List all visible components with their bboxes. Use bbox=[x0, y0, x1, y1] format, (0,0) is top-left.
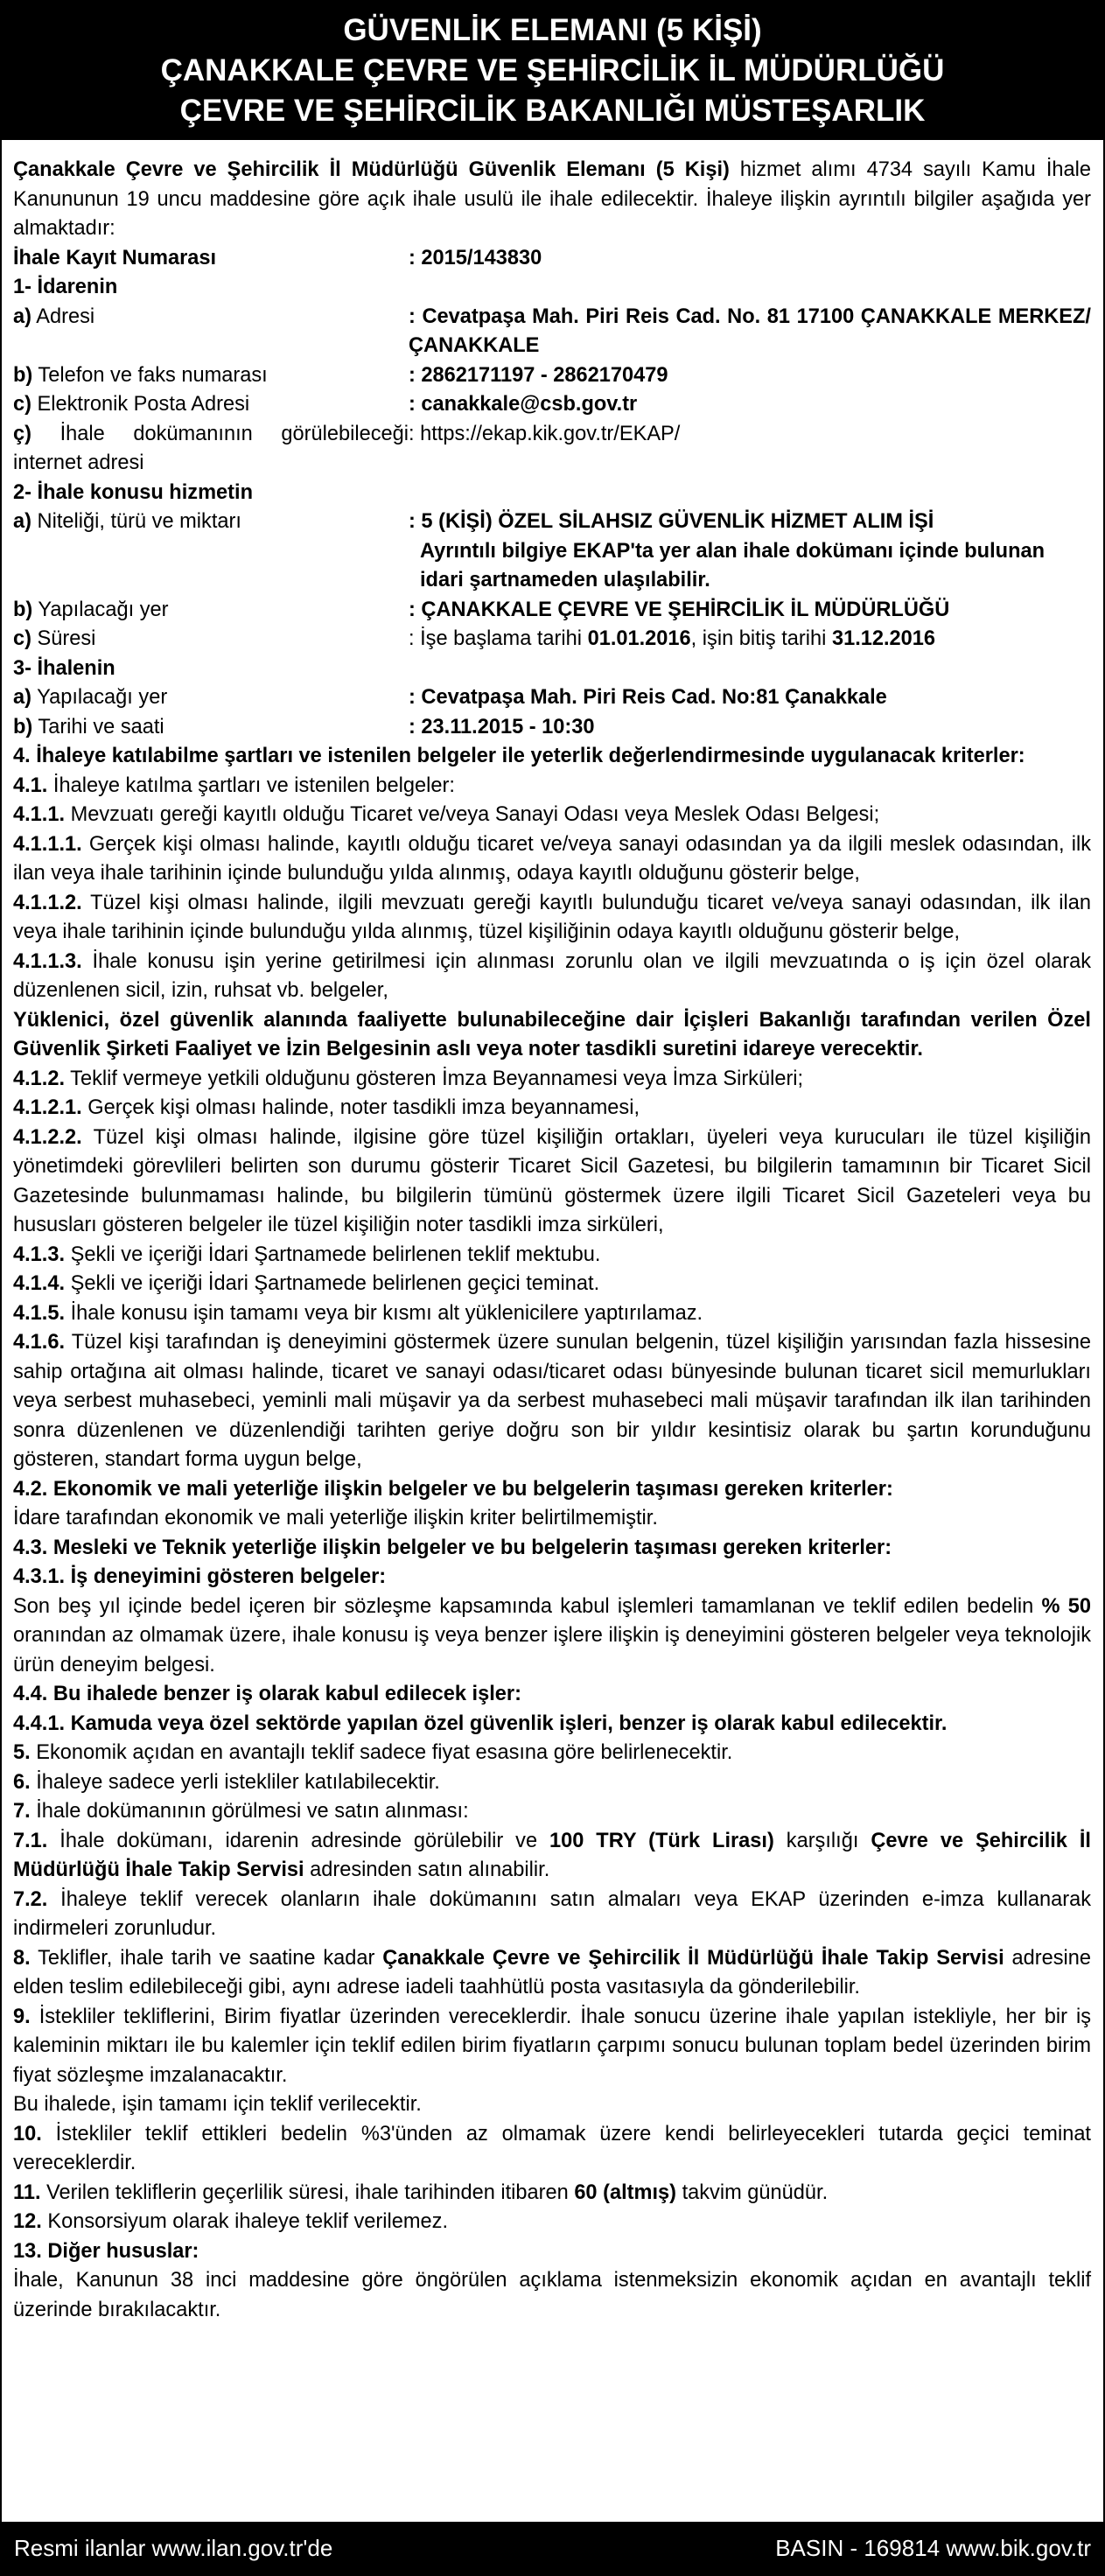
clause-4-1-4: 4.1.4. Şekli ve içeriği İdari Şartnamede belirlenen geçici teminat. bbox=[13, 1272, 600, 1295]
clause-4-1-1-1: 4.1.1.1. Gerçek kişi olması halinde, kayıtlı olduğu ticaret ve/veya sanayi odasından ya da ilgili meslek odasından, ilk ilan veya ihale tarihinin içinde bulunduğu yılda alınmış, odaya kayıtlı olduğunu gösterir belge, bbox=[13, 832, 1091, 885]
clause-4-3-1-body: Son beş yıl içinde bedel içeren bir sözleşme kapsamında kabul işlemleri tamamlanan ve teklif edilen bedelin % 50 oranından az olmamak üzere, ihale konusu iş veya benzer işlere ilişkin iş deneyimini gösteren belgeler veya teknolojik ürün deneyim belgesi. bbox=[13, 1594, 1091, 1676]
section-2-title: 2- İhale konusu hizmetin bbox=[13, 480, 253, 504]
clause-13-title: 13. Diğer hususlar: bbox=[13, 2239, 199, 2263]
ad-body bbox=[13, 156, 1091, 2325]
clause-4-1-1-3: 4.1.1.3. İhale konusu işin yerine getirilmesi için alınması zorunlu olan ve ilgili mevzuatında o iş için özel olarak düzenlenen sicil, izin, ruhsat vb. belgeler, bbox=[13, 949, 1091, 1002]
clause-9-note: Bu ihalede, işin tamamı için teklif verilecektir. bbox=[13, 2093, 422, 2116]
ihale-yer-row: a) Yapılacağı yer : Cevatpaşa Mah. Piri Reis Cad. No:81 Çanakkale bbox=[13, 686, 887, 709]
header-agency: ÇANAKKALE ÇEVRE VE ŞEHİRCİLİK İL MÜDÜRLÜĞÜ bbox=[160, 53, 945, 88]
idare-adres-row: a) Adresi : Cevatpaşa Mah. Piri Reis Cad. No. 81 17100 ÇANAKKALE MERKEZ/ÇANAKKALE bbox=[13, 304, 1091, 357]
clause-4-1-1-2: 4.1.1.2. Tüzel kişi olması halinde, ilgili mevzuatı gereği kayıtlı bulunduğu ticaret ve/veya sanayi odasından, ilk ilan veya ihale tarihinin içinde bulunduğu yılda alınmış, tüzel kişiliğinin odaya kayıtlı olduğunu gösterir belge, bbox=[13, 891, 1091, 943]
section-1-title: 1- İdarenin bbox=[13, 276, 118, 298]
clause-13-body: İhale, Kanunun 38 inci maddesine göre öngörülen açıklama istenmeksizin ekonomik açıdan en avantajlı teklif üzerinde bırakılacaktır. bbox=[13, 2269, 1091, 2321]
clause-8: 8. Teklifler, ihale tarih ve saatine kadar Çanakkale Çevre ve Şehircilik İl Müdürlüğü İhale Takip Servisi adresine elden teslim edilebileceği gibi, aynı adrese iadeli taahhütlü posta vasıtasıyla da gönderilebilir. bbox=[13, 1946, 1091, 1998]
intro-paragraph: Çanakkale Çevre ve Şehircilik İl Müdürlüğü Güvenlik Elemanı (5 Kişi) hizmet alımı 4734 sayılı Kamu İhale Kanununun 19 uncu maddesine göre açık ihale usulü ile ihale edilecektir. İhaleye ilişkin ayrıntılı bilgiler aşağıda yer almaktadır: bbox=[13, 158, 1091, 240]
section-3-title: 3- İhalenin bbox=[13, 656, 115, 680]
kayit-row: İhale Kayıt Numarası : 2015/143830 bbox=[13, 246, 542, 270]
clause-5: 5. Ekonomik açıdan en avantajlı teklif sadece fiyat esasına göre belirlenecektir. bbox=[13, 1741, 733, 1764]
idare-web-row: ç) İhale dokümanının görülebileceği internet adresi : https://ekap.kik.gov.tr/EKAP/ bbox=[13, 422, 681, 474]
clause-4-1-1: 4.1.1. Mevzuatı gereği kayıtlı olduğu Ticaret ve/veya Sanayi Odası veya Meslek Odası Belgesi; bbox=[13, 803, 880, 826]
hizmet-sure-row: c) Süresi : İşe başlama tarihi 01.01.2016, işin bitiş tarihi 31.12.2016 bbox=[13, 627, 936, 650]
footer-right-text: BASIN - 169814 www.bik.gov.tr bbox=[775, 2535, 1091, 2561]
yuklenici-note: Yüklenici, özel güvenlik alanında faaliyette bulunabileceğine dair İçişleri Bakanlığı tarafından verilen Özel Güvenlik Şirketi Faaliyet ve İzin Belgesinin aslı veya noter tasdikli suretini idareye verecektir. bbox=[13, 1008, 1091, 1060]
clause-4-1: 4.1. İhaleye katılma şartları ve istenilen belgeler: bbox=[13, 774, 455, 797]
header-ministry: ÇEVRE VE ŞEHİRCİLİK BAKANLIĞI MÜSTEŞARLIK bbox=[179, 94, 926, 128]
clause-10: 10. İstekliler teklif ettikleri bedelin %3'ünden az olmamak üzere kendi belirleyecekleri tutarda geçici teminat vereceklerdir. bbox=[13, 2122, 1091, 2174]
clause-4-4-1: 4.4.1. Kamuda veya özel sektörde yapılan özel güvenlik işleri, benzer iş olarak kabul edilecektir. bbox=[13, 1712, 948, 1735]
idare-tel-row: b) Telefon ve faks numarası : 2862171197 - 2862170479 bbox=[13, 363, 668, 387]
clause-4-2-body: İdare tarafından ekonomik ve mali yeterliğe ilişkin kriter belirtilmemiştir. bbox=[13, 1507, 658, 1530]
hizmet-yer-row: b) Yapılacağı yer : ÇANAKKALE ÇEVRE VE ŞEHİRCİLİK İL MÜDÜRLÜĞÜ bbox=[13, 598, 950, 621]
clause-4-3-1-title: 4.3.1. İş deneyimini gösteren belgeler: bbox=[13, 1565, 387, 1588]
clause-4-1-2: 4.1.2. Teklif vermeye yetkili olduğunu gösteren İmza Beyannamesi veya İmza Sirküleri; bbox=[13, 1067, 804, 1090]
clause-6: 6. İhaleye sadece yerli istekliler katılabilecektir. bbox=[13, 1770, 440, 1794]
clause-4-1-2-2: 4.1.2.2. Tüzel kişi olması halinde, ilgisine göre tüzel kişiliğin ortakları, üyeleri veya kurucuları ile tüzel kişiliğin yönetimdeki görevlileri belirten son durumu gösterir Ticaret Sicil Gazetesi, bu bilgilerin tamamının bir Ticaret Sicil Gazetesinde bulunmaması halinde, bu bilgilerin tümünü göstermek üzere ilgili Ticaret Sicil Gazeteleri veya bu hususları gösteren belgeler ile tüzel kişiliğin noter tasdikli imza sirküleri, bbox=[13, 1125, 1091, 1236]
clause-9: 9. İstekliler tekliflerini, Birim fiyatlar üzerinden vereceklerdir. İhale sonucu üzerine ihale yapılan istekliyle, her bir iş kaleminin miktarı ile bu kalemler için teklif edilen birim fiyatların çarpımı sonucu bulunan toplam bedel üzerinden birim fiyat sözleşme imzalanacaktır. bbox=[13, 2005, 1091, 2087]
clause-4-2-title: 4.2. Ekonomik ve mali yeterliğe ilişkin belgeler ve bu belgelerin taşıması gereken kriterler: bbox=[13, 1477, 893, 1501]
clause-4-1-2-1: 4.1.2.1. Gerçek kişi olması halinde, noter tasdikli imza beyannamesi, bbox=[13, 1096, 640, 1119]
clause-7-2: 7.2. İhaleye teklif verecek olanların ihale dokümanını satın almaları veya EKAP üzerinden e-imza kullanarak indirmeleri zorunludur. bbox=[13, 1887, 1091, 1940]
ihale-tarih-row: b) Tarihi ve saati : 23.11.2015 - 10:30 bbox=[13, 715, 595, 738]
clause-4-4-title: 4.4. Bu ihalede benzer iş olarak kabul edilecek işler: bbox=[13, 1683, 521, 1705]
clause-7: 7. İhale dokümanının görülmesi ve satın alınması: bbox=[13, 1800, 469, 1823]
clause-12: 12. Konsorsiyum olarak ihaleye teklif verilemez. bbox=[13, 2210, 449, 2233]
clause-7-1: 7.1. İhale dokümanı, idarenin adresinde görülebilir ve 100 TRY (Türk Lirası) karşılığı Çevre ve Şehircilik İl Müdürlüğü İhale Takip Servisi adresinden satın alınabilir. bbox=[13, 1829, 1091, 1881]
ad-footer bbox=[2, 2522, 1103, 2574]
hizmet-nitelik-row: a) Niteliği, türü ve miktarı : 5 (KİŞİ) ÖZEL SİLAHSIZ GÜVENLİK HİZMET ALIM İŞİ Ayrıntılı bilgiye EKAP'ta yer alan ihale dokümanı içinde bulunan idari şartnameden ulaşılabilir. bbox=[13, 510, 1046, 592]
clause-4-1-3: 4.1.3. Şekli ve içeriği İdari Şartnamede belirlenen teklif mektubu. bbox=[13, 1242, 601, 1266]
section-4-title: 4. İhaleye katılabilme şartları ve istenilen belgeler ile yeterlik değerlendirmesinde uygulanacak kriterler: bbox=[13, 745, 1025, 767]
clause-11: 11. Verilen tekliflerin geçerlilik süresi, ihale tarihinden itibaren 60 (altmış) takvim günüdür. bbox=[13, 2180, 829, 2204]
header-title: GÜVENLİK ELEMANI (5 KİŞİ) bbox=[343, 13, 762, 47]
clause-4-1-6: 4.1.6. Tüzel kişi tarafından iş deneyimini göstermek üzere sunulan belgenin, tüzel kişiliğin yarısından fazla hissesine sahip ortağına ait olması halinde, ticaret ve sanayi odası/ticaret odası bünyesinde bulunan ticaret sicil memurlukları veya serbest muhasebeci, yeminli mali müşavir ya da serbest muhasebeci mali müşavir tarafından ilk ilan tarihinden sonra düzenlenen ve düzenlendiği tarihten geriye doğru son bir yıldır kesintisiz olarak bu şartın korunduğunu gösteren, standart forma uygun belge, bbox=[13, 1331, 1091, 1471]
idare-eposta-row: c) Elektronik Posta Adresi : canakkale@csb.gov.tr bbox=[13, 393, 638, 416]
clause-4-1-5: 4.1.5. İhale konusu işin tamamı veya bir kısmı alt yüklenicilere yaptırılamaz. bbox=[13, 1301, 703, 1325]
clause-4-3-title: 4.3. Mesleki ve Teknik yeterliğe ilişkin belgeler ve bu belgelerin taşıması gereken kriterler: bbox=[13, 1536, 892, 1559]
footer-left-text: Resmi ilanlar www.ilan.gov.tr'de bbox=[14, 2535, 333, 2561]
ad-header bbox=[2, 2, 1103, 140]
